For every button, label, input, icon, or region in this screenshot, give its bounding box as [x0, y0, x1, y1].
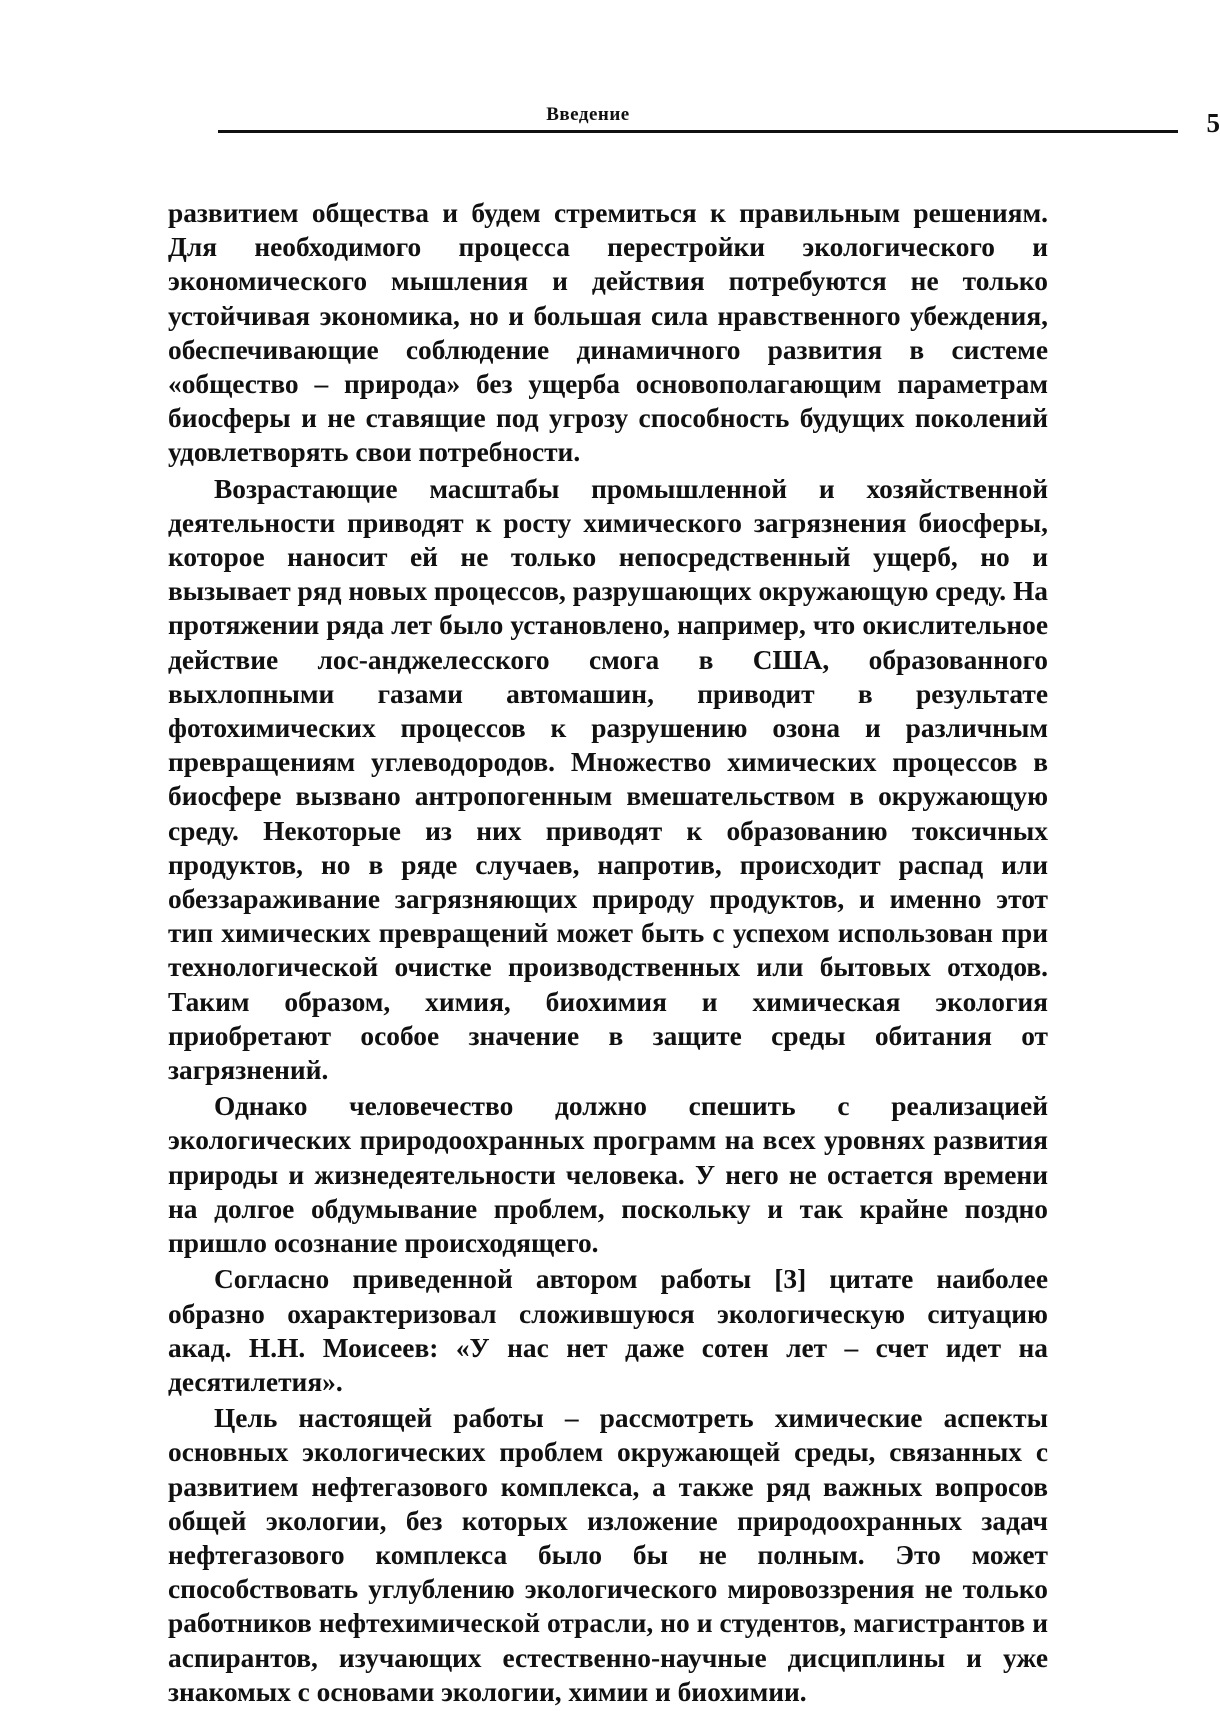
paragraph: Однако человечество должно спешить с реализацией экологических природоохранных программ на всех уровнях развития природы и жизнедеятельности человека. У него не остается времени на долгое обдумывание проблем, поскольку и так крайне поздно пришло осознание происходящего. — [168, 1089, 1048, 1260]
paragraph: Согласно приведенной автором работы [3] цитате наиболее образно охарактеризовал сложившуюся экологическую ситуацию акад. Н.Н. Моисеев: «У нас нет даже сотен лет – счет идет на десятилетия». — [168, 1262, 1048, 1399]
paragraph: развитием общества и будем стремиться к правильным решениям. Для необходимого процесса перестройки экологического и экономического мышления и действия потребуются не только устойчивая экономика, но и большая сила нравственного убеждения, обеспечивающие соблюдение динамичного развития в системе «общество – природа» без ущерба основополагающим параметрам биосферы и не ставящие под угрозу способность будущих поколений удовлетворять свои потребности. — [168, 196, 1048, 470]
body-text — [168, 196, 1048, 1709]
paragraph: Цель настоящей работы – рассмотреть химические аспекты основных экологических проблем окружающей среды, связанных с развитием нефтегазового комплекса, а также ряд важных вопросов общей экологии, без которых изложение природоохранных задач нефтегазового комплекса было бы не полным. Это может способствовать углублению экологического мировоззрения не только работников нефтехимической отрасли, но и студентов, магистрантов и аспирантов, изучающих естественно-научные дисциплины и уже знакомых с основами экологии, химии и биохимии. — [168, 1401, 1048, 1709]
header-rule — [218, 130, 1178, 133]
book-page — [168, 104, 1048, 1711]
paragraph: Возрастающие масштабы промышленной и хозяйственной деятельности приводят к росту химического загрязнения биосферы, которое наносит ей не только непосредственный ущерб, но и вызывает ряд новых процессов, разрушающих окружающую среду. На протяжении ряда лет было установлено, например, что окислительное действие лос-анджелесского смога в США, образованного выхлопными газами автомашин, приводит в результате фотохимических процессов к разрушению озона и различным превращениям углеводородов. Множество химических процессов в биосфере вызвано антропогенным вмешательством в окружающую среду. Некоторые из них приводят к образованию токсичных продуктов, но в ряде случаев, напротив, происходит распад или обеззараживание загрязняющих природу продуктов, и именно этот тип химических превращений может быть с успехом использован при технологической очистке производственных или бытовых отходов. Таким образом, химия, биохимия и химическая экология приобретают особое значение в защите среды обитания от загрязнений. — [168, 472, 1048, 1088]
running-header — [168, 104, 1048, 134]
chapter-title: Введение — [168, 104, 1008, 126]
page-number: 5 — [1207, 108, 1220, 139]
